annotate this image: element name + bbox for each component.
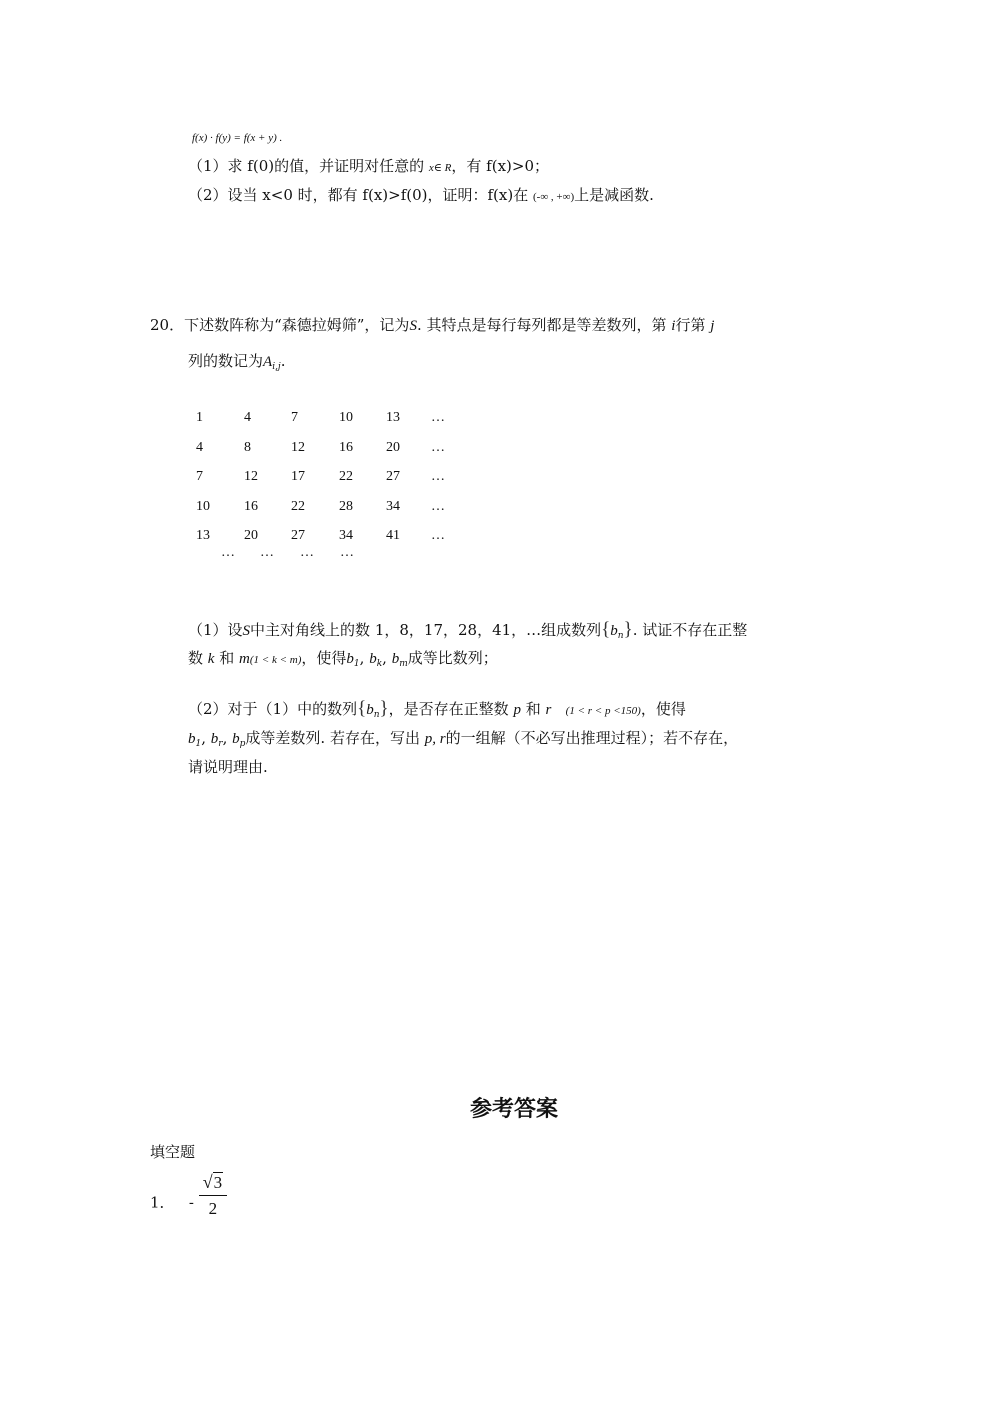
q19-part2 bbox=[188, 185, 654, 207]
matrix-cell: 4 bbox=[196, 439, 203, 455]
q20-p2-b1-sub: 1 bbox=[195, 739, 202, 749]
matrix-cell: 7 bbox=[291, 410, 298, 425]
q19-formula-line: f(x) · f(y) = f(x + y) . bbox=[192, 132, 283, 144]
matrix-cell: 8 bbox=[244, 439, 251, 455]
q20-intro-text-e: . bbox=[280, 352, 286, 370]
left-brace-icon: { bbox=[601, 619, 611, 640]
q20-p1-seq: b bbox=[610, 623, 618, 639]
q20-part1-line2: 数 k 和 m(1 < k < m)，使得$b_1$, $b_k$, $b_m$成等比数列； bbox=[188, 649, 498, 669]
matrix-cell: 20 bbox=[244, 528, 258, 544]
matrix-cell: 16 bbox=[244, 498, 258, 514]
q20-intro-S: S bbox=[409, 318, 417, 334]
matrix-cell: … bbox=[431, 469, 445, 485]
matrix-cell: 13 bbox=[196, 528, 210, 544]
q20-intro-i: i bbox=[671, 318, 676, 334]
q20-part2-line3: 请说明理由. bbox=[188, 758, 268, 776]
q19-part2-interval: (-∞ , +∞) bbox=[533, 191, 575, 203]
q20-intro-line1 bbox=[150, 315, 714, 336]
q20-p2-and: 和 bbox=[525, 700, 541, 718]
sqrt-radicand: 3 bbox=[213, 1173, 223, 1192]
q20-p2-br: b bbox=[210, 731, 219, 747]
q20-p2-seq: b bbox=[366, 702, 374, 718]
q20-part2-line1 bbox=[188, 699, 850, 725]
answer-item-1-label: 1． bbox=[150, 1193, 175, 1212]
matrix-cell: 41 bbox=[386, 528, 400, 544]
q20-p1-b1: b bbox=[346, 651, 354, 667]
matrix-cell: 4 bbox=[244, 410, 251, 425]
matrix-cell: 20 bbox=[386, 439, 400, 455]
q19-part1-condition: x∈ R bbox=[428, 162, 452, 174]
q20-intro-text-d: 列的数记为 bbox=[188, 352, 264, 370]
fraction-numerator bbox=[199, 1172, 227, 1196]
q20-p1-text-d: 数 bbox=[188, 649, 204, 667]
q19-part1-prefix: （1）求 f(0)的值，并证明对任意的 bbox=[188, 157, 425, 175]
q20-intro-text-a: 下述数阵称为“森德拉姆筛”，记为 bbox=[184, 316, 410, 334]
q20-p1-and: 和 bbox=[219, 649, 235, 667]
matrix-cell: 27 bbox=[291, 528, 305, 544]
q20-p1-text-a: （1）设 bbox=[188, 621, 243, 639]
matrix-cell: 34 bbox=[386, 498, 400, 514]
q20-p1-seq-sub: n bbox=[617, 631, 624, 641]
matrix-cell: … bbox=[431, 528, 445, 544]
matrix-cell: 28 bbox=[339, 498, 353, 514]
answer-item-1 bbox=[150, 1172, 227, 1219]
q20-p2-bp: b bbox=[232, 731, 240, 747]
q20-intro-text-c: 行第 bbox=[675, 316, 706, 334]
q20-p2-seq-sub: n bbox=[373, 710, 380, 720]
left-brace-icon: { bbox=[357, 698, 367, 719]
matrix-cell: 12 bbox=[244, 469, 258, 485]
matrix-dots: … bbox=[340, 544, 354, 560]
matrix-cell: 22 bbox=[291, 498, 305, 514]
answer-item-1-sign: - bbox=[188, 1193, 194, 1212]
q20-p2-text-b: ，是否存在正整数 bbox=[388, 700, 509, 718]
q20-intro-line2 bbox=[188, 351, 286, 377]
matrix-cell: 13 bbox=[386, 410, 400, 425]
q20-p2-br-sub: r bbox=[218, 739, 223, 749]
q20-p1-k: k bbox=[207, 651, 215, 667]
q20-intro-text-b: . 其特点是每行每列都是等差数列，第 bbox=[416, 316, 667, 334]
q19-part2-prefix: （2）设当 x<0 时，都有 f(x)>f(0)，证明：f(x)在 bbox=[188, 186, 529, 204]
matrix-cell: 34 bbox=[339, 528, 353, 544]
q20-p2-text-e: 的一组解（不必写出推理过程）；若不存在， bbox=[445, 729, 739, 747]
q20-part2-line2: $b_1$, $b_r$, $b_p$成等差数列. 若存在，写出 p, r的一组解（不必写出推理过程）；若不存在， bbox=[188, 729, 739, 749]
q19-part2-suffix: 上是减函数. bbox=[574, 186, 654, 204]
matrix-dots: … bbox=[260, 544, 274, 560]
matrix-dots: … bbox=[300, 544, 314, 560]
matrix-cell: 10 bbox=[339, 410, 353, 425]
matrix-cell: … bbox=[431, 439, 445, 455]
matrix-cell: 1 bbox=[196, 410, 203, 425]
q20-p2-condition: (1 < r < p <150) bbox=[565, 705, 641, 717]
matrix-dots: … bbox=[221, 544, 235, 560]
answers-section-label: 填空题 bbox=[150, 1143, 196, 1161]
q20-p1-b1-sub: 1 bbox=[353, 659, 360, 669]
q20-p1-text-f: 成等比数列； bbox=[407, 649, 498, 667]
matrix-cell: 17 bbox=[291, 469, 305, 485]
sqrt-symbol-icon: √3 bbox=[202, 1172, 223, 1192]
q20-number: 20． bbox=[150, 316, 185, 334]
matrix-cell: … bbox=[431, 498, 445, 514]
q20-p1-text-e: ，使得 bbox=[301, 649, 347, 667]
q20-intro-A: A bbox=[263, 354, 273, 370]
matrix-cell: 27 bbox=[386, 469, 400, 485]
matrix-cell: 12 bbox=[291, 439, 305, 455]
q20-intro-A-sub: i,j bbox=[272, 362, 281, 372]
q20-p1-bk: b bbox=[369, 651, 377, 667]
q20-p1-bm: b bbox=[391, 651, 400, 667]
q20-p1-m: m bbox=[239, 651, 250, 667]
matrix-cell: … bbox=[431, 410, 445, 425]
q20-p1-condition: (1 < k < m) bbox=[249, 654, 302, 666]
q20-p1-bk-sub: k bbox=[376, 659, 383, 669]
q20-intro-j: j bbox=[710, 318, 715, 334]
answers-title: 参考答案 bbox=[470, 1097, 559, 1122]
q20-p1-S: S bbox=[242, 623, 251, 639]
q20-p1-text-b: 中主对角线上的数 1，8，17，28，41，…组成数列 bbox=[250, 621, 602, 639]
answer-item-1-fraction bbox=[199, 1172, 227, 1219]
q20-p2-text-d: 成等差数列. 若存在，写出 bbox=[245, 729, 420, 747]
q20-p2-pr: p, r bbox=[424, 731, 446, 747]
matrix-cell: 7 bbox=[196, 469, 203, 485]
q20-p2-r: r bbox=[545, 702, 552, 718]
matrix-cell: 16 bbox=[339, 439, 353, 455]
fraction-denominator: 2 bbox=[208, 1199, 218, 1218]
q19-part1-suffix: ，有 f(x)>0； bbox=[451, 157, 550, 175]
q20-p2-b1: b bbox=[188, 731, 196, 747]
matrix-cell: 22 bbox=[339, 469, 353, 485]
q20-p2-text-c: ，使得 bbox=[640, 700, 686, 718]
matrix-cell: 10 bbox=[196, 498, 210, 514]
q20-p2-p: p bbox=[513, 702, 521, 718]
q20-p1-text-c: . 试证不存在正整 bbox=[632, 621, 748, 639]
right-brace-icon: } bbox=[623, 619, 633, 640]
q20-part1-line1 bbox=[188, 620, 747, 646]
q20-p1-bm-sub: m bbox=[399, 659, 408, 669]
q20-p2-text-a: （2）对于（1）中的数列 bbox=[188, 700, 358, 718]
q19-part1 bbox=[188, 156, 549, 178]
q20-p2-bp-sub: p bbox=[239, 739, 246, 749]
right-brace-icon: } bbox=[379, 698, 389, 719]
